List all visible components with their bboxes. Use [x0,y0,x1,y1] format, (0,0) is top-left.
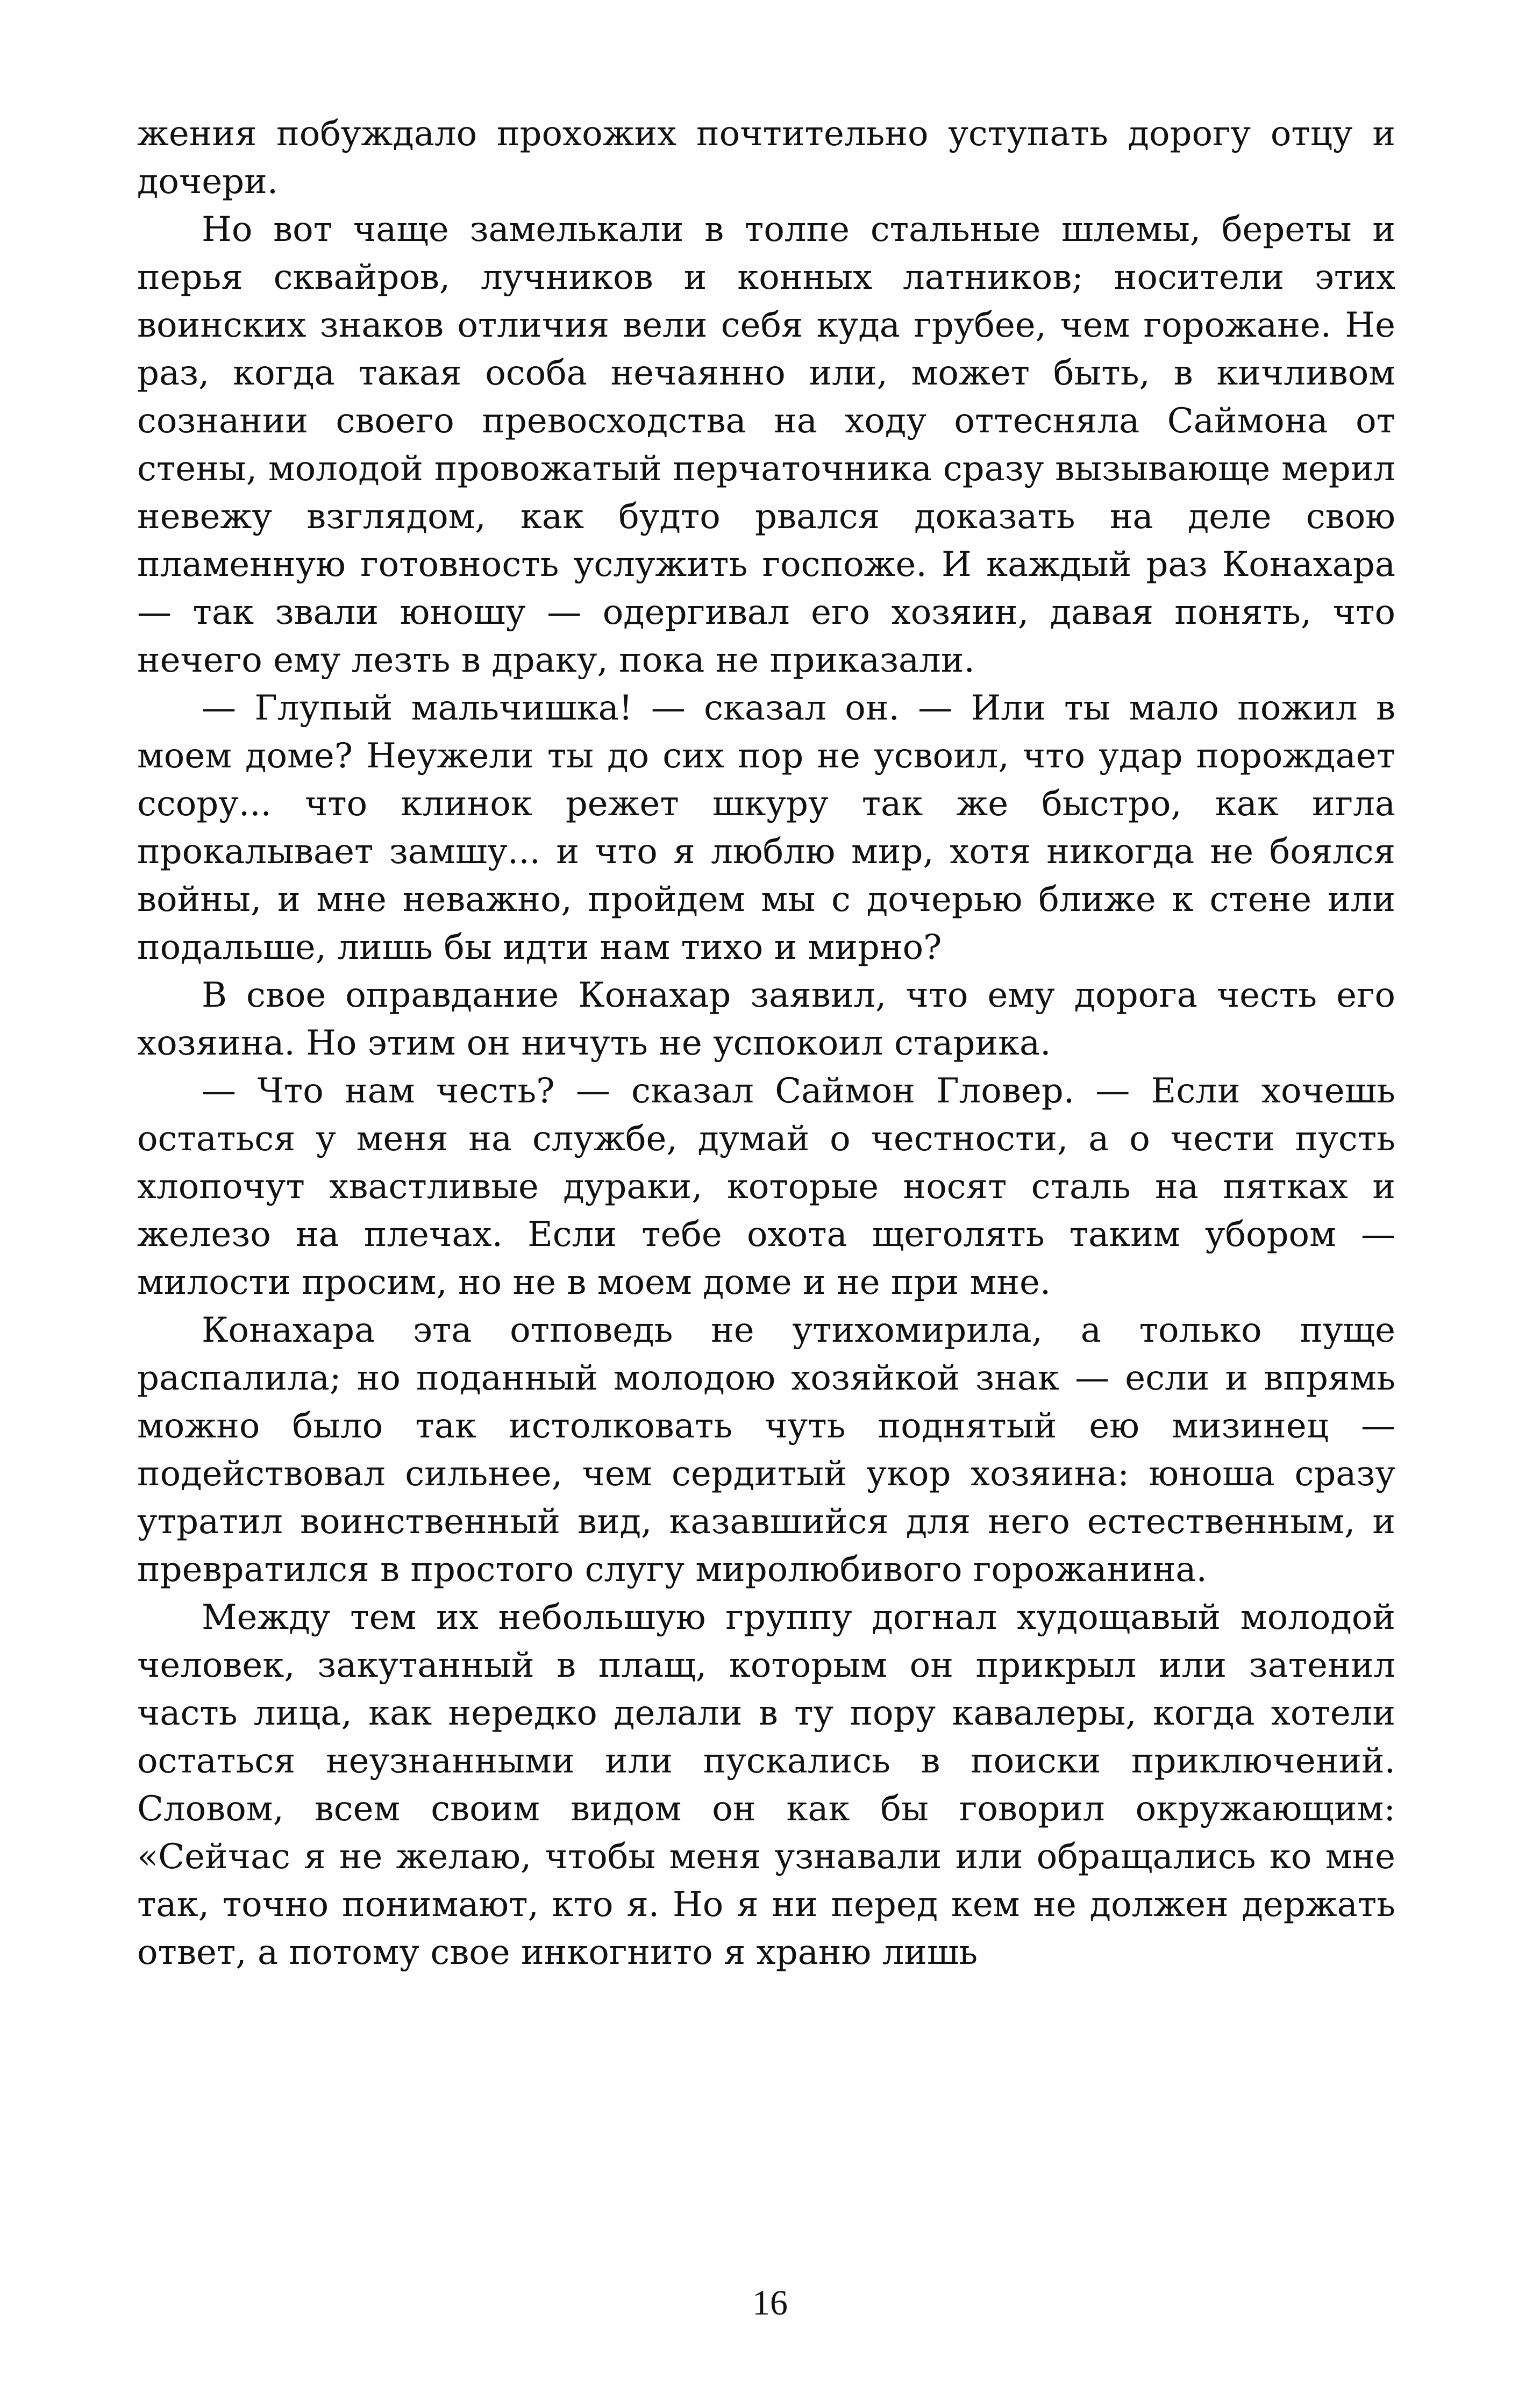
page-number: 16 [752,2283,788,2323]
paragraph-continuation: жения побуждало прохожих почтительно уступать дорогу отцу и дочери. [137,114,1395,202]
paragraph-squires: Но вот чаще замелькали в толпе стальные шлемы, береты и перья сквайров, лучников и конных латников; носители этих воинских знаков отличия вели себя куда грубее, чем горожане. Не раз, когда такая особа нечаянно или, может быть, в кичливом сознании своего превосходства на ходу оттесняла Саймона от стены, молодой провожатый перчаточника сразу вызывающе мерил невежу взглядом, как будто рвался доказать на деле свою пламенную готовность услужить госпоже. И каждый раз Конахара — так звали юношу — одергивал его хозяин, давая понять, что нечего ему лезть в драку, пока не приказали. [137,210,1395,680]
paragraph-young-man: Между тем их небольшую группу догнал худощавый молодой человек, закутанный в плащ, которым он прикрыл или затенил часть лица, как нередко делали в ту пору кавалеры, когда хотели остаться неузнанными или пускались в поиски приключений. Словом, всем своим видом он как бы говорил окружающим: «Сейчас я не желаю, чтобы меня узнавали или обращались ко мне так, точно понимают, кто я. Но я ни перед кем не должен держать ответ, а потому свое инкогнито я храню лишь [137,1598,1395,1972]
body-text [137,110,1395,1977]
paragraph-conachar-calmed: Конахара эта отповедь не утихомирила, а только пуще распалила; но поданный молодою хозяйкой знак — если и впрямь можно было так истолковать чуть поднятый ею мизинец — подействовал сильнее, чем сердитый укор хозяина: юноша сразу утратил воинственный вид, казавшийся для него естественным, и превратился в простого слугу миролюбивого горожанина. [137,1311,1395,1590]
paragraph-glover-speech-2: — Что нам честь? — сказал Саймон Гловер. — Если хочешь остаться у меня на службе, думай о честности, а о чести пусть хлопочут хвастливые дураки, которые носят сталь на пятках и железо на плечах. Если тебе охота щеголять таким убором — милости просим, но не в моем доме и не при мне. [137,1071,1395,1302]
paragraph-glover-speech-1: — Глупый мальчишка! — сказал он. — Или ты мало пожил в моем доме? Неужели ты до сих пор не усвоил, что удар порождает ссору... что клинок режет шкуру так же быстро, как игла прокалывает замшу... и что я люблю мир, хотя никогда не боялся войны, и мне неважно, пройдем мы с дочерью ближе к стене или подальше, лишь бы идти нам тихо и мирно? [137,688,1395,967]
paragraph-conachar-reply: В свое оправдание Конахар заявил, что ему дорога честь его хозяина. Но этим он ничуть не успокоил старика. [137,975,1395,1063]
